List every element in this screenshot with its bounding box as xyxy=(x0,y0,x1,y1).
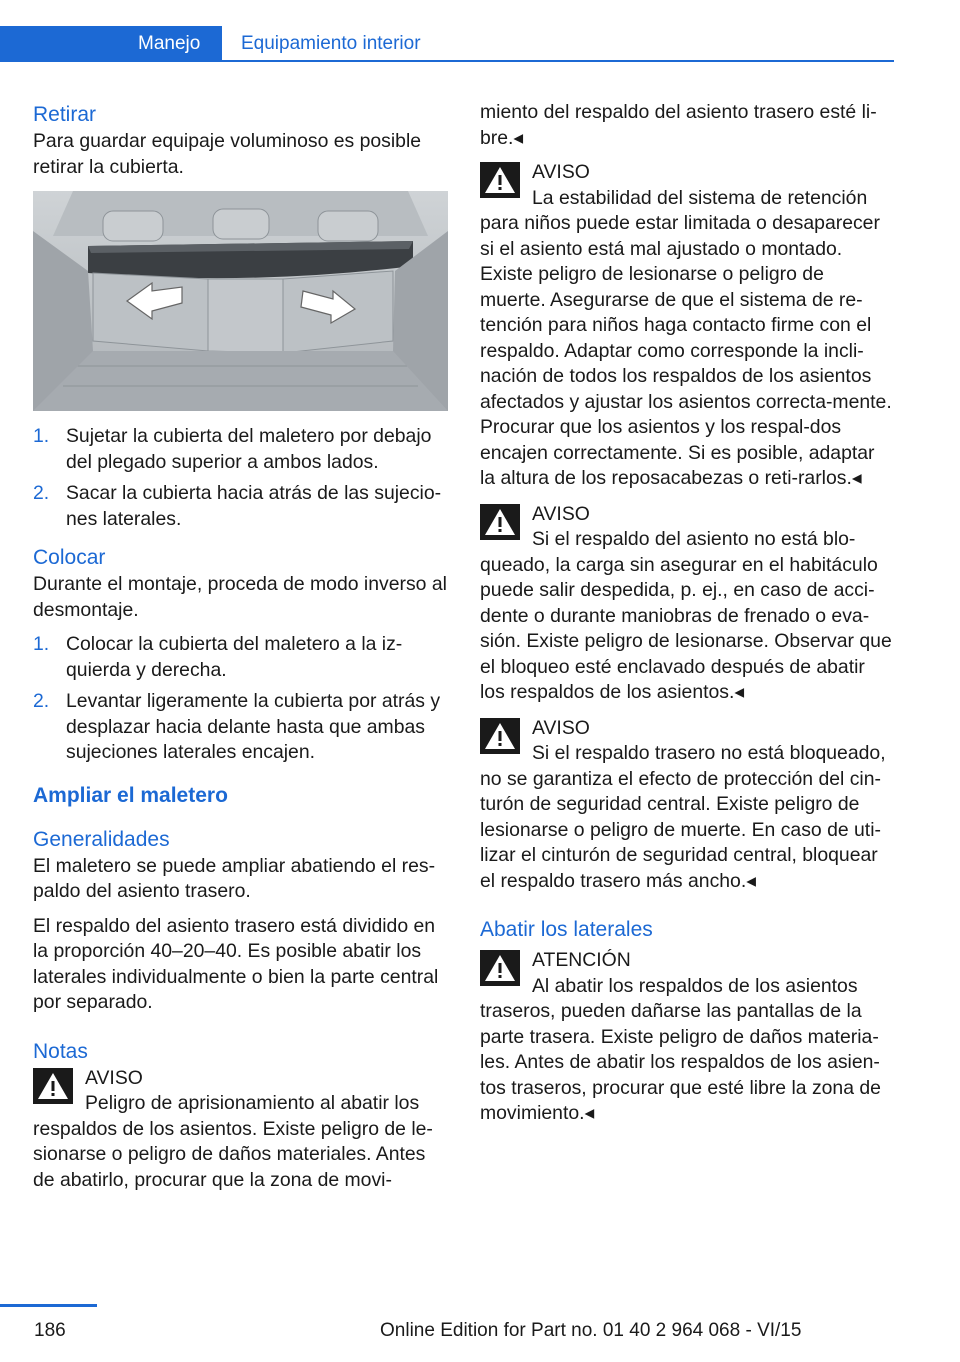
step-number: 1. xyxy=(33,425,50,447)
left-column xyxy=(33,100,448,1203)
generalidades-text-2: El respaldo del asiento trasero está dividido en la proporción 40–20–40. Es posible abatir los laterales individualmente o bien la parte central por separado. xyxy=(33,914,439,1013)
warning-title: AVISO xyxy=(85,1066,143,1089)
warning-text: Peligro de aprisionamiento al abatir los respaldos de los asientos. Existe peligro de le‐sionarse o peligro de daños materiales. Antes de abatirlo, procurar que la zona de movi‐ xyxy=(33,1092,433,1191)
retirar-text: Para guardar equipaje voluminoso es posible retirar la cubierta. xyxy=(33,130,422,178)
step-number: 2. xyxy=(33,482,50,504)
list-item xyxy=(33,632,448,683)
warning-notice xyxy=(33,1066,448,1194)
step-text: Sacar la cubierta hacia atrás de las sujecio‐nes laterales. xyxy=(66,482,442,530)
step-text: Levantar ligeramente la cubierta por atrás y desplazar hacia delante hasta que ambas sujeciones laterales encajen. xyxy=(66,690,441,763)
caution-notice xyxy=(480,948,892,1127)
footer-rule xyxy=(0,1304,97,1307)
trunk-cover-illustration xyxy=(33,191,448,411)
header-section-tab[interactable]: Manejo xyxy=(138,33,201,54)
warning-triangle-icon xyxy=(480,504,520,540)
warning-triangle-icon xyxy=(480,162,520,198)
warning-text: La estabilidad del sistema de retención para niños puede estar limitada o desaparecer si el asiento está mal ajustado o montado. Existe peligro de lesionarse o peligro de muerte. Asegurarse de que el sistema de re‐tención para niños haga contacto firme con el respaldo. Adaptar como corresponde la incli‐nación de todos los respaldos de los asientos afectados y ajustar los asientos correcta‐mente. Procurar que los asientos y los respal‐dos encajen correctamente. Si es posible, adaptar la altura de los reposacabezas o reti‐rarlos.◂ xyxy=(480,186,892,489)
heading-notas: Notas xyxy=(33,1039,88,1063)
warning-triangle-icon xyxy=(480,950,520,986)
heading-colocar: Colocar xyxy=(33,546,106,569)
caution-title: ATENCIÓN xyxy=(532,949,631,971)
heading-generalidades: Generalidades xyxy=(33,827,170,851)
page-header xyxy=(0,0,960,64)
warning-title: AVISO xyxy=(532,502,590,525)
step-number: 2. xyxy=(33,690,50,712)
warning-text: Si el respaldo trasero no está bloqueado, no se garantiza el efecto de protección del cin‐turón de seguridad central. Existe peligro de lesionarse o peligro de muerte. En caso de uti‐lizar el cinturón de seguridad central, bloquear el respaldo trasero más ancho.◂ xyxy=(480,742,886,892)
heading-ampliar-maletero: Ampliar el maletero xyxy=(33,783,228,807)
continuation-text: miento del respaldo del asiento trasero esté li‐bre.◂ xyxy=(480,101,877,149)
colocar-steps xyxy=(33,632,448,766)
warning-triangle-icon xyxy=(480,718,520,754)
generalidades-text-1: El maletero se puede ampliar abatiendo el res‐paldo del asiento trasero. xyxy=(33,854,436,902)
edition-info: Online Edition for Part no. 01 40 2 964 068 - VI/15 xyxy=(380,1320,802,1341)
header-chapter-tab[interactable]: Equipamiento interior xyxy=(241,33,421,54)
warning-notice xyxy=(480,502,892,706)
warning-notice xyxy=(480,160,892,492)
warning-title: AVISO xyxy=(532,716,590,739)
warning-title: AVISO xyxy=(532,161,590,183)
page-number: 186 xyxy=(34,1320,66,1341)
step-text: Sujetar la cubierta del maletero por debajo del plegado superior a ambos lados. xyxy=(66,425,432,473)
caution-text: Al abatir los respaldos de los asientos traseros, pueden dañarse las pantallas de la parte trasera. Existe peligro de daños materia‐les. Antes de abatir los respaldos de los asien‐tos traseros, procurar que esté libre la zona de movimiento.◂ xyxy=(480,974,881,1124)
list-item xyxy=(33,689,448,766)
step-text: Colocar la cubierta del maletero a la iz‐quierda y derecha. xyxy=(66,633,403,681)
list-item xyxy=(33,481,448,532)
warning-notice xyxy=(480,716,892,895)
retirar-steps xyxy=(33,424,448,532)
step-number: 1. xyxy=(33,633,50,655)
warning-triangle-icon xyxy=(33,1068,73,1104)
heading-retirar: Retirar xyxy=(33,103,97,126)
heading-abatir-laterales: Abatir los laterales xyxy=(480,918,653,941)
header-rule xyxy=(222,60,894,62)
right-column xyxy=(480,100,892,1137)
list-item xyxy=(33,424,448,475)
warning-text: Si el respaldo del asiento no está blo‐queado, la carga sin asegurar en el habitáculo puede salir despedida, p. ej., en caso de acci‐dente o durante maniobras de frenado o eva‐sión. Existe peligro de lesionarse. Observar que el bloqueo esté enclavado después de abatir los respaldos de los asientos.◂ xyxy=(480,528,892,703)
colocar-text: Durante el montaje, proceda de modo inverso al desmontaje. xyxy=(33,573,447,621)
